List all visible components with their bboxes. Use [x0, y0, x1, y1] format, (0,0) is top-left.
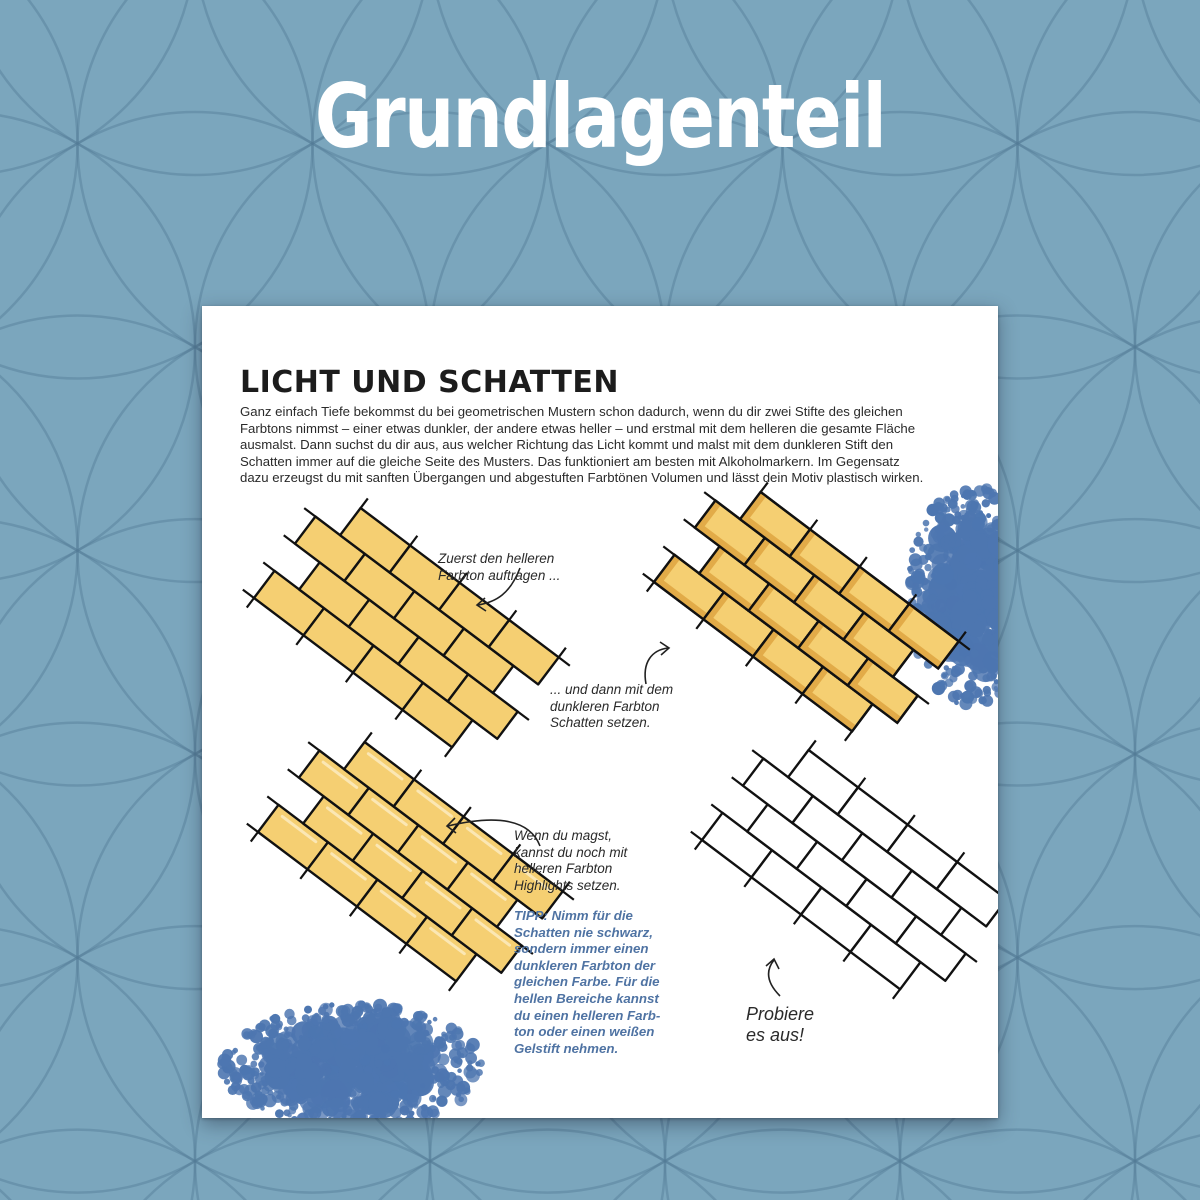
banner-title: Grundlagenteil	[314, 65, 886, 168]
blue-paint-blob-right	[905, 483, 998, 710]
brick-pattern-light	[243, 498, 570, 756]
intro-paragraph: Ganz einfach Tiefe bekommst du bei geometrischen Mustern schon dadurch, wenn du dir zwei Stifte des gleichen Farbtons nimmst – einer etwas dunkler, der andere etwas heller – und erstmal mit dem helleren die gesamte Fläche ausmalst. Dann suchst du dir aus, aus welcher Richtung das Licht kommt und malst mit dem dunkleren Stift den Schatten immer auf die gleiche Seite des Musters. Das funktioniert am besten mit Alkoholmarkern. Im Gegensatz dazu erzeugst du mit sanften Übergangen und abgestuften Farbtönen Volumen und lässt dein Motiv plastisch wirken.	[240, 404, 924, 486]
section-heading: LICHT UND SCHATTEN	[240, 365, 619, 400]
tip-text: TIPP: Nimm für die Schatten nie schwarz, sondern immer einen dunkleren Farbton der gleichen Farbe. Für die hellen Bereiche kannst du einen helleren Farb- ton oder einen weißen Gelstift nehmen.	[514, 908, 661, 1056]
book-page	[202, 306, 998, 1118]
arrow-icon	[645, 648, 668, 684]
blue-paint-blob-left	[217, 999, 485, 1118]
brick-pattern-shaded	[643, 482, 970, 740]
try-it-text: Probiere es aus!	[746, 1004, 815, 1045]
arrow-icon	[766, 959, 779, 969]
brick-pattern-blank	[691, 740, 998, 998]
note-step-1: Zuerst den helleren Farbton auftragen ...	[438, 551, 561, 583]
note-step-3: Wenn du magst, kannst du noch mit helleren Farbton Highlights setzen.	[514, 828, 628, 893]
note-step-2: ... und dann mit dem dunkleren Farbton Schatten setzen.	[550, 682, 674, 730]
arrow-icon	[769, 960, 780, 996]
